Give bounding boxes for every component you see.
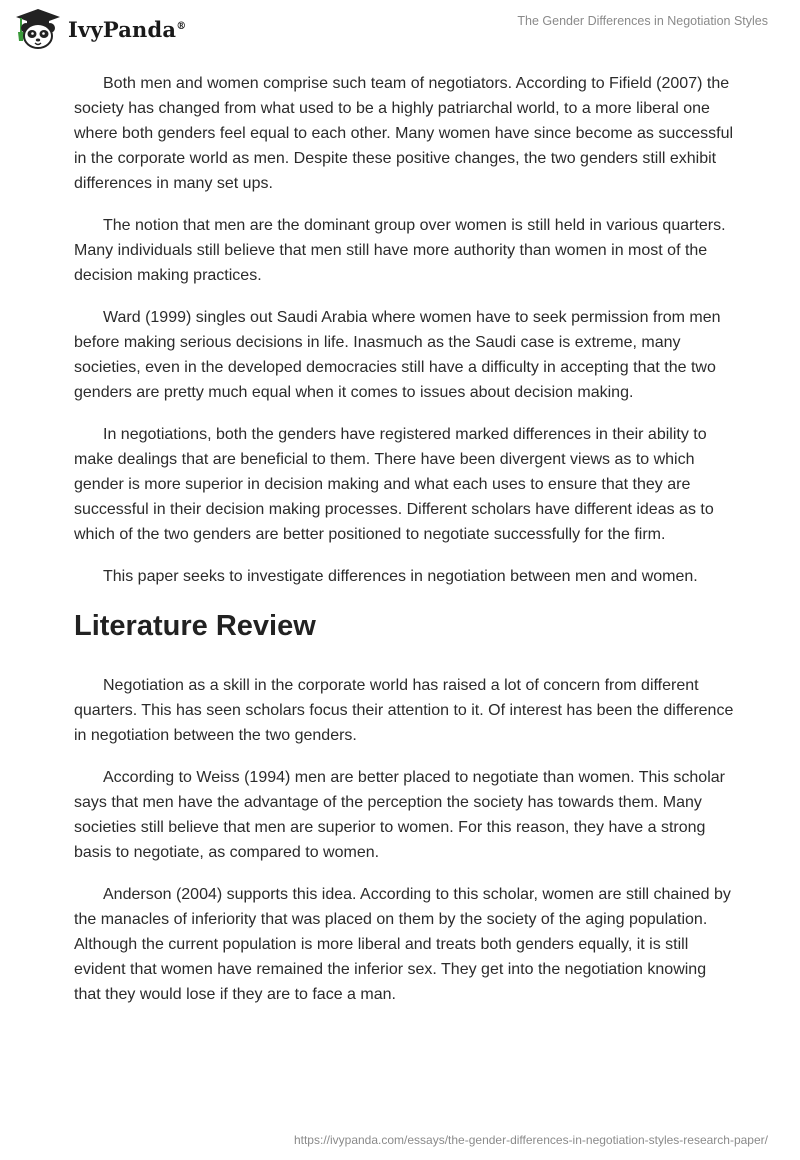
paragraph: Anderson (2004) supports this idea. According to this scholar, women are still chained by the manacles of inferiority that was placed on them by the society of the aging population. Although the current population is more liberal and treats both genders equally, it is still evident that women have remained the inferior sex. They get into the negotiation knowing that they would lose if they are to face a man. [74,886,731,1003]
paragraph: In negotiations, both the genders have registered marked differences in their ability to make dealings that are beneficial to them. There have been divergent views as to which gender is more superior in decision making and what each uses to ensure that they are successful in their decision making processes. Different scholars have different ideas as to which of the two genders are better positioned to negotiate successfully for the firm. [74,426,714,543]
essay-body [74,71,734,1024]
paragraph: Both men and women comprise such team of negotiators. According to Fifield (2007) the society has changed from what used to be a highly patriarchal world, to a more liberal one where both genders feel equal to each other. Many women have since become as successful in the corporate world as men. Despite these positive changes, the two genders still exhibit differences in many set ups. [74,75,734,192]
section-heading: Literature Review [74,610,316,642]
ivypanda-logo[interactable] [14,8,186,50]
paragraph: The notion that men are the dominant group over women is still held in various quarters. Many individuals still believe that men still have more authority than women in most of the decision making practices. [74,217,726,284]
document-title: The Gender Differences in Negotiation Styles [517,14,768,28]
paragraph: Negotiation as a skill in the corporate world has raised a lot of concern from different quarters. This has seen scholars focus their attention to it. Of interest has been the difference in negotiation between the two genders. [74,677,734,744]
source-url[interactable]: https://ivypanda.com/essays/the-gender-differences-in-negotiation-styles-research-paper/ [293,1133,768,1147]
paragraph: Ward (1999) singles out Saudi Arabia where women have to seek permission from men before making serious decisions in life. Inasmuch as the Saudi case is extreme, many societies, even in the developed democracies still have a difficulty in accepting that the two genders are pretty much equal when it comes to issues about decision making. [74,309,721,401]
paragraph: This paper seeks to investigate differences in negotiation between men and women. [103,568,698,585]
brand-name: IvyPanda® [68,16,187,42]
paragraph: According to Weiss (1994) men are better placed to negotiate than women. This scholar says that men have the advantage of the perception the society has towards them. Many societies still believe that men are superior to women. For this reason, they have a strong basis to negotiate, as compared to women. [74,769,725,861]
panda-graduate-icon [14,8,62,50]
page-header [0,0,800,60]
